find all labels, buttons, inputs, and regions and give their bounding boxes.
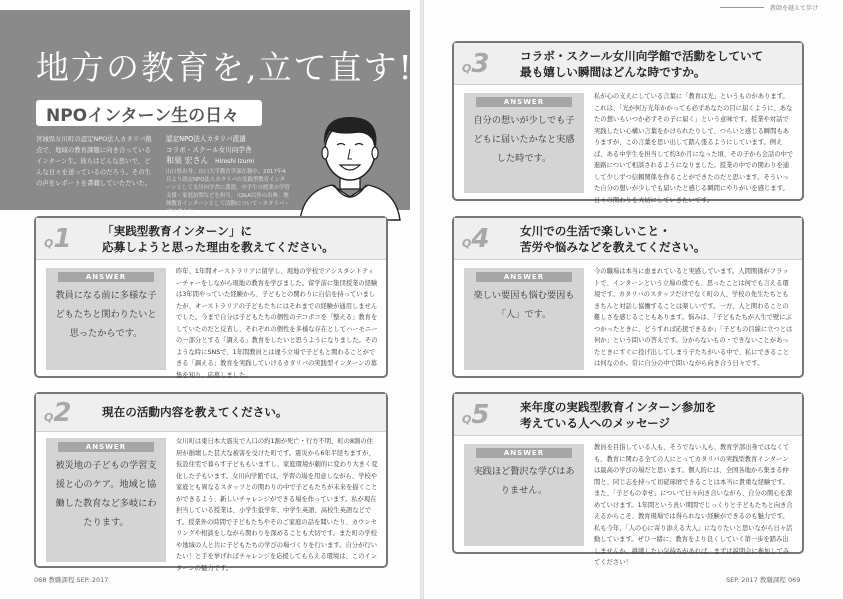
question-number: Q1 bbox=[44, 223, 72, 254]
question-card-3 bbox=[452, 41, 804, 204]
profile-bio: 山口県出身。山口大学教育学部在籍中、2017年4月より認定NPO法人カタリバの実践型教育インターンとして女川向学舎に派遣。中学生の授業の学習支援・家庭訪問などを担当。（Q&A以外の出典：地域教育インターンとして活動について・カタリバ・ブログより） bbox=[166, 169, 290, 215]
question-header bbox=[454, 394, 802, 436]
question-card-1 bbox=[34, 216, 388, 378]
answer-summary: 楽しい要因も悩む要因も「人」です。 bbox=[473, 290, 575, 320]
answer-body: 昨年、1年間オーストラリアに留学し、現地の学校でアシスタントティーチャーをしながら現地の教育を学びました。留学前に集団授業の経験は3年間やっていた経験から、子どもとの関わりに自信を持っていましたが、オーストラリアの子どもたちにはそれまでの経験が通用しませんでした。今まで自分は子どもたちの個性のデコボコを「整える」教育をしていたのだと反省し、それぞれの個性を多様な存在としてハーモニーの一部分とする「調える」教育をしたいと思うようになりました。そのような時にSNSで、1年間教員とは違う立場で子どもと関わることができる「調える」教育を実践していけるカタリバの実践型インターンの募集を知り、応募しました。 bbox=[176, 268, 378, 379]
profile-name: 和泉 宏さん bbox=[166, 156, 209, 165]
portrait-illustration bbox=[290, 105, 408, 220]
profile-affiliation-2: コラボ・スクール女川向学舎 bbox=[166, 146, 252, 154]
answer-body: 今の職場は本当に恵まれていると実感しています。人間関係がフラットで、インターンという立場の僕でも、思ったことは何でも言える環境です。カタリバのスタッフだけでなく町の人、学校の先生たちともきちんと対話し協働することは楽しいです。一方、人と関わることの難しさを感じることもあります。悩みは、「子どもたちが人生で壁にぶつかったときに、どうすれば応援できるか」「子どもの目線に立つとは何か」という問いの答えです。分からないもの・できないことがあったときにすぐに投げ出してしまう子たちがいる中で、私にできることは何なのか。常に自分の中で問いながら向き合う日々です。 bbox=[594, 268, 793, 367]
page-tag: 教師を越えて歩け bbox=[770, 5, 819, 12]
answer-summary-box bbox=[46, 268, 166, 370]
article-intro: 宮城県女川町の認定NPO法人カタリバ拠点で、地域の教育課題に向き合っているインターン生。彼らはどんな思いで、どんな日々を送っているのだろう。その生の声をレポートを書籍していただいた。 bbox=[36, 135, 152, 187]
answer-body: 私が心の支えにしている言葉に「教育は光」というものがあります。これは、「光が何万光年かかっても必ずあなたの目に届くように、あなたの想いもいつか必ずその子に届く」という意味です。授業や対話で実践したい心構い言葉をかけられたりして、つらいと感じる瞬間もありますが、この言葉を思い出して踏ん張るようにしています。例えば、ある中学生を担当して約3か月になった頃、その子から会話の中で進路について相談されるようになりました。授業の中での関わりを通して少しずつ信頼関係を作ることができたのだと思います。そういった自分の想いが少しでも届いたと感じる瞬間にやりがいを感じます。日々の関わりを大切にしていきたいです。 bbox=[594, 93, 794, 204]
footer-right: SEP. 2017 教職課程 069 bbox=[726, 576, 801, 584]
question-title: 現在の活動内容を教えてください。 bbox=[102, 405, 288, 419]
question-title: 女川での生活で楽しいこと・ 苦労や悩みなどを教えてください。 bbox=[520, 224, 706, 254]
article-subheadline: NPOインターン生の日々 bbox=[46, 106, 240, 126]
question-header bbox=[36, 394, 386, 432]
question-number: Q2 bbox=[44, 397, 72, 428]
question-number: Q4 bbox=[462, 223, 490, 254]
question-header bbox=[36, 218, 386, 260]
answer-summary: 実践ほど贅沢な学びはありません。 bbox=[473, 466, 575, 496]
answer-body: 教員を目指している人も、そうでない人も、教育学部出身ではなくても、教育に関わる全ての人にとってカタリバの実践型教育インターンは最高の学びの場だと思います。個人的には、全国各地から集まる仲間と、同じ志を持って切磋琢磨できることは本当に貴重な経験です。また、「子どもの幸せ」について日々向き合いながら、自分の関心を深めていけます。1年間という長い期間でじっくりと子どもたちと向き合えるからこそ、教育現場では得られない経験ができるのも魅力です。私も今年、「人の心に寄り添える大人」になりたいと思いながら日々活動しています。ぜひ一緒に、教育をより良くしていく第一歩を踏み出しませんか。挑戦したい気持ちがあれば、まずは説明会に参加してみてください！ bbox=[594, 444, 793, 566]
answer-summary: 被災地の子どもの学習支援と心のケア。地域と協働した教育など多岐にわたります。 bbox=[55, 460, 157, 528]
question-header bbox=[454, 218, 802, 260]
answer-badge: ANSWER bbox=[476, 97, 572, 107]
question-card-2 bbox=[34, 392, 388, 572]
answer-summary-box bbox=[464, 268, 584, 370]
answer-badge: ANSWER bbox=[58, 442, 154, 452]
question-number: Q3 bbox=[462, 48, 490, 79]
footer-left: 068 教職課程 SEP. 2017 bbox=[34, 576, 109, 584]
answer-summary: 教員になる前に多様な子どもたちと関わりたいと思ったからです。 bbox=[55, 290, 157, 339]
answer-body: 女川町は東日本大震災で人口の約1割が死亡・行方不明、町の8割の住居が損壊した甚大な被害を受けた町です。震災から6年半経ちますが、仮設住宅で暮らす子どももいますし、家庭環境が劇的に変わり大きく変化した子もいます。女川向学館では、学習の場を用意しながら、学校や家庭とも異なるスタッフとの関わりの中で子どもたちが未来を描くことができるよう、新しいチャレンジができる場を作っています。私が現在担当している授業は、小学生低学年、中学生英語、高校生英語などです。授業外の時間で子どもたちやそのご家庭の話を聞いたり、カウンセリングや相談をしながら関わりを深めることも大切です。また町の学校や地域の人と共に子どもたちの学びの場づくりを行います。自分が行いたい！と手を挙げればチャレンジを応援してもらえる環境は、このインターンの魅力です。 bbox=[176, 438, 378, 572]
question-title: 「実践型教育インターン」に 応募しようと思った理由を教えてください。 bbox=[102, 224, 334, 254]
answer-summary-box bbox=[46, 438, 166, 562]
answer-summary: 自分の想いが少しでも子どもに届いたかなと実感した時です。 bbox=[473, 115, 575, 164]
answer-badge: ANSWER bbox=[476, 272, 572, 282]
page-gutter bbox=[420, 0, 424, 599]
answer-summary-box bbox=[464, 444, 584, 546]
profile-name-line bbox=[166, 155, 254, 166]
question-title: コラボ・スクール女川向学館で活動をしていて 最も嬉しい瞬間はどんな時ですか。 bbox=[520, 49, 764, 79]
profile-affiliation bbox=[166, 134, 252, 156]
answer-badge: ANSWER bbox=[476, 448, 572, 458]
answer-badge: ANSWER bbox=[58, 272, 154, 282]
page-tag-rule bbox=[720, 7, 764, 8]
question-title: 来年度の実践型教育インターン参加を 考えている人へのメッセージ bbox=[520, 400, 717, 430]
answer-summary-box bbox=[464, 93, 584, 193]
question-number: Q5 bbox=[462, 399, 490, 430]
question-card-4 bbox=[452, 216, 804, 378]
article-headline: 地方の教育を,立て直す! bbox=[36, 48, 414, 87]
question-header bbox=[454, 43, 802, 85]
article-header bbox=[0, 10, 414, 215]
profile-name-roman: Hiroshi Izumi bbox=[215, 158, 255, 165]
question-card-5 bbox=[452, 392, 804, 566]
profile-affiliation-1: 認定NPO法人カタリバ派遣 bbox=[166, 135, 246, 143]
